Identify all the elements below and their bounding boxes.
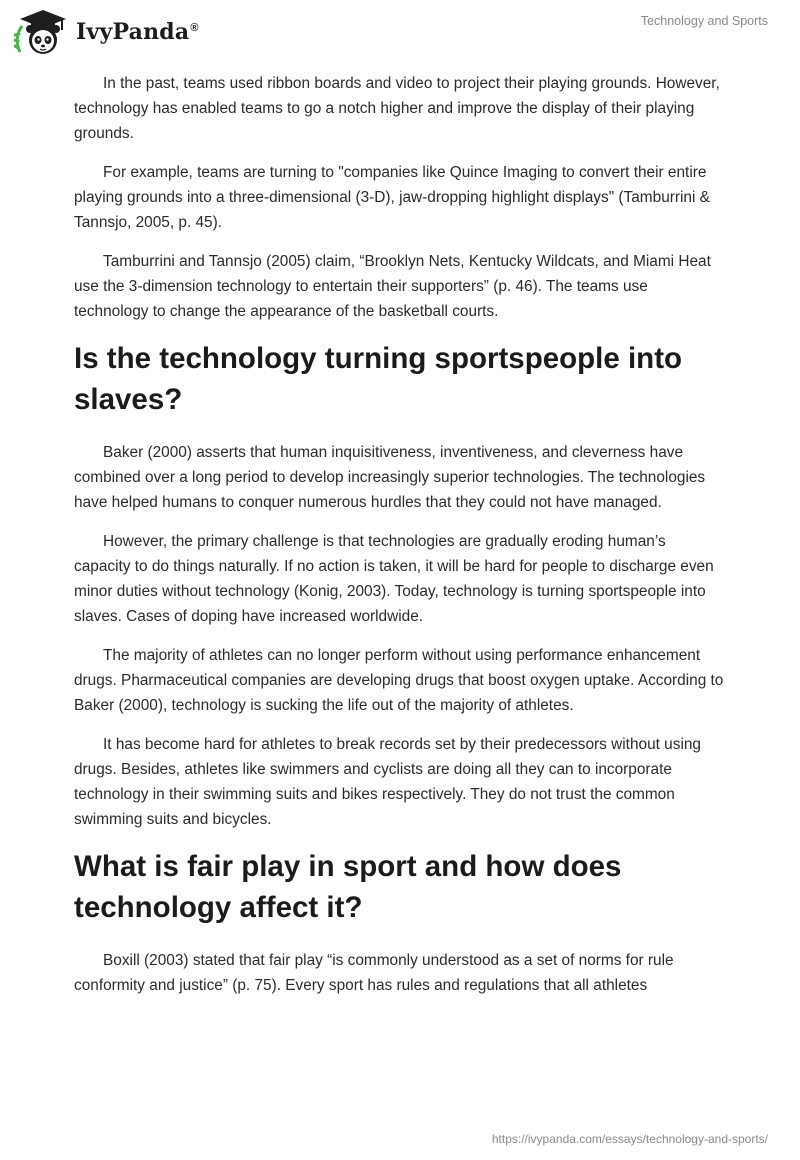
paragraph: For example, teams are turning to "companies like Quince Imaging to convert their entire playing grounds into a three-dimensional (3-D), jaw-dropping highlight displays" (Tamburrini & Tannsjo, 2005, p. 45). bbox=[74, 164, 710, 231]
section-heading: Is the technology turning sportspeople into slaves? bbox=[74, 342, 683, 416]
source-url-link[interactable]: https://ivypanda.com/essays/technology-and-sports/ bbox=[491, 1132, 768, 1146]
brand-logo-link[interactable] bbox=[14, 8, 199, 56]
paragraph: The majority of athletes can no longer perform without using performance enhancement drugs. Pharmaceutical companies are developing drugs that boost oxygen uptake. According to Baker (2000), technology is sucking the life out of the majority of athletes. bbox=[74, 647, 724, 714]
brand-name: IvyPanda® bbox=[76, 19, 199, 45]
paragraph: It has become hard for athletes to break records set by their predecessors without using drugs. Besides, athletes like swimmers and cyclists are doing all they can to incorporate technology in their swimming suits and bikes respectively. They do not trust the common swimming suits and bicycles. bbox=[74, 736, 701, 828]
paragraph: In the past, teams used ribbon boards and video to project their playing grounds. However, technology has enabled teams to go a notch higher and improve the display of their playing grounds. bbox=[74, 75, 720, 142]
page-header bbox=[0, 0, 800, 60]
section-heading: What is fair play in sport and how does technology affect it? bbox=[74, 850, 622, 924]
paragraph: Baker (2000) asserts that human inquisitiveness, inventiveness, and cleverness have combined over a long period to develop increasingly superior technologies. The technologies have helped humans to conquer numerous hurdles that they could not have managed. bbox=[74, 444, 706, 511]
essay-body bbox=[74, 71, 726, 1012]
paragraph: Boxill (2003) stated that fair play “is commonly understood as a set of norms for rule conformity and justice” (p. 75). Every sport has rules and regulations that all athletes bbox=[74, 952, 674, 994]
registered-mark: ® bbox=[190, 21, 199, 34]
document-title: Technology and Sports bbox=[640, 14, 768, 28]
panda-graduate-icon bbox=[14, 8, 72, 56]
paragraph: Tamburrini and Tannsjo (2005) claim, “Brooklyn Nets, Kentucky Wildcats, and Miami Heat use the 3-dimension technology to entertain their supporters” (p. 46). The teams use technology to change the appearance of the basketball courts. bbox=[74, 253, 711, 320]
paragraph: However, the primary challenge is that technologies are gradually eroding human’s capacity to do things naturally. If no action is taken, it will be hard for people to discharge even minor duties without technology (Konig, 2003). Today, technology is turning sportspeople into slaves. Cases of doping have increased worldwide. bbox=[74, 533, 714, 625]
